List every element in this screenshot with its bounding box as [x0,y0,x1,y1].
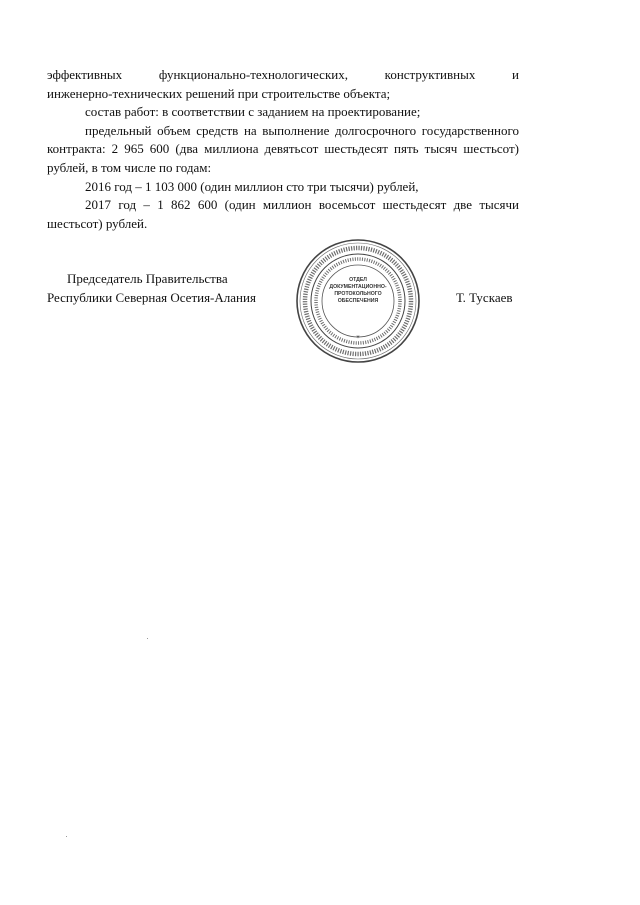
signer-title-line2: Республики Северная Осетия-Алания [47,289,256,305]
paragraph: 2016 год – 1 103 000 (один миллион сто три тысячи) рублей, [85,178,419,194]
paragraph: предельный объем средств на выполнение долгосрочного государственного контракта: 2 965 600 (два миллиона девятьсот шестьдесят пять тысяч шестьсот) рублей, в том числе по годам: [47,122,519,175]
signer-name: Т. Тускаев [456,290,513,305]
signer-title-line1: Председатель Правительства [67,271,228,286]
svg-text:*: * [356,334,360,342]
paragraph: 2017 год – 1 862 600 (один миллион восемьсот шестьдесят две тысячи шестьсот) рублей. [47,197,519,231]
scan-speck [66,836,67,837]
paragraph: состав работ: в соответствии с заданием на проектирование; [85,104,421,120]
body-text [47,66,519,233]
stamp-line: ПРОТОКОЛЬНОГО [334,291,382,297]
paragraph: эффективных функционально-технологических, конструктивных и [47,67,519,82]
scan-speck [147,638,148,639]
official-stamp [294,237,422,365]
paragraph: инженерно-технических решений при строительстве объекта; [47,85,391,101]
signature-block [47,270,256,307]
stamp-line: ОТДЕЛ [349,277,367,283]
stamp-line: ОБЕСПЕЧЕНИЯ [337,298,379,304]
stamp-line: ДОКУМЕНТАЦИОННО- [329,284,387,290]
stamp-center-text [328,277,388,305]
